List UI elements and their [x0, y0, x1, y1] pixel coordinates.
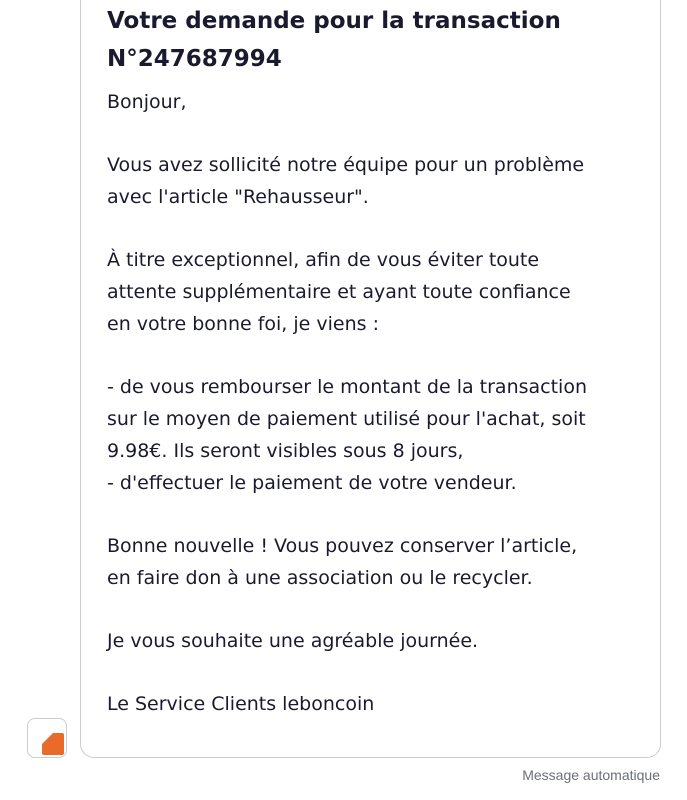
para4-line2: en faire don à une association ou le recycler. [107, 567, 533, 589]
para3-line1: - de vous rembourser le montant de la transaction [107, 376, 587, 398]
sender-avatar[interactable] [27, 718, 67, 758]
para1-line2: avec l'article "Rehausseur". [107, 186, 369, 208]
para3-line4: - d'effectuer le paiement de votre vendeur. [107, 472, 517, 494]
para2-line2: attente supplémentaire et ayant toute confiance [107, 281, 571, 303]
title-line-1: Votre demande pour la transaction [107, 8, 561, 34]
closing: Je vous souhaite une agréable journée. [107, 630, 479, 652]
para3-line2: sur le moyen de paiement utilisé pour l'achat, soit [107, 408, 586, 430]
para2-line3: en votre bonne foi, je viens : [107, 313, 379, 335]
greeting: Bonjour, [107, 91, 187, 113]
message-bubble [80, 0, 661, 758]
automatic-message-label: Message automatique [522, 767, 660, 783]
signature: Le Service Clients leboncoin [107, 693, 375, 715]
para4-line1: Bonne nouvelle ! Vous pouvez conserver l’article, [107, 535, 578, 557]
para2-line1: À titre exceptionnel, afin de vous éviter toute [107, 249, 540, 271]
para1-line1: Vous avez sollicité notre équipe pour un problème [107, 154, 585, 176]
message-title [107, 2, 632, 78]
message-body [107, 86, 632, 720]
transaction-number: N°247687994 [107, 46, 282, 72]
para3-line3: 9.98€. Ils seront visibles sous 8 jours, [107, 440, 464, 462]
